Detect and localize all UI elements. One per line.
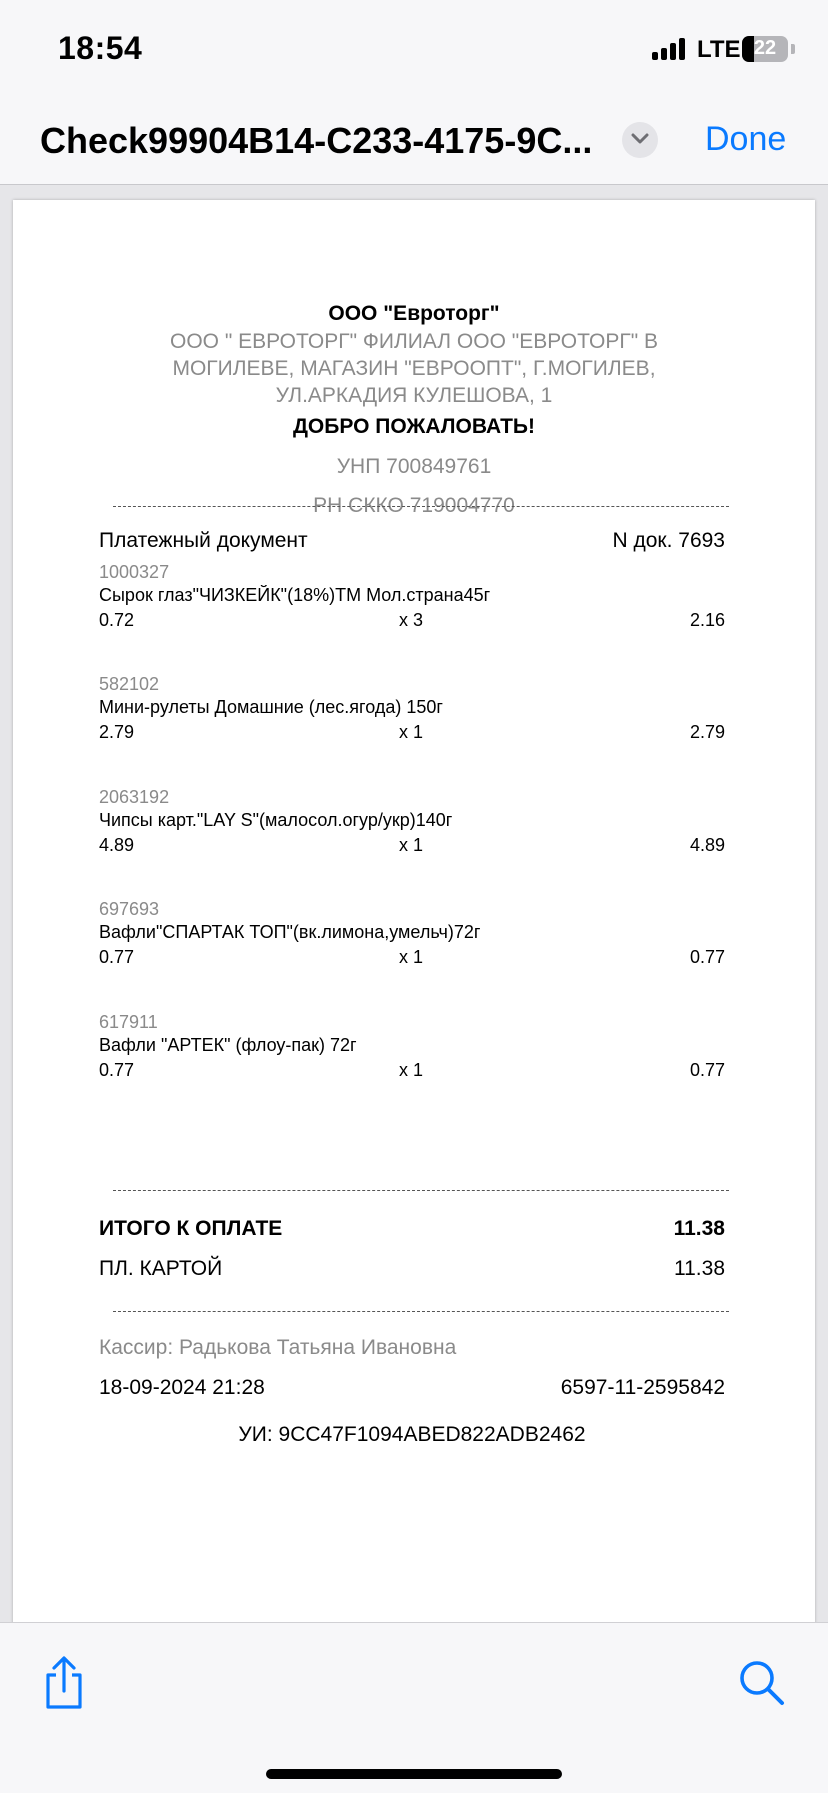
item-price: 0.77 bbox=[99, 947, 135, 967]
receipt-item bbox=[99, 674, 725, 774]
done-button[interactable]: Done bbox=[705, 120, 787, 158]
title-menu-button[interactable] bbox=[622, 122, 658, 158]
item-code: 2063192 bbox=[99, 787, 170, 807]
unique-id: УИ: 9CC47F1094ABED822ADB2462 bbox=[238, 1423, 586, 1446]
card-value: 11.38 bbox=[674, 1257, 725, 1280]
share-icon bbox=[40, 1655, 88, 1711]
search-icon bbox=[738, 1659, 786, 1707]
item-name: Мини-рулеты Домашние (лес.ягода) 150г bbox=[99, 697, 443, 717]
item-name: Вафли"СПАРТАК ТОП"(вк.лимона,умельч)72г bbox=[99, 922, 481, 942]
separator-line bbox=[113, 1190, 729, 1191]
item-sum: 0.77 bbox=[689, 947, 725, 967]
item-name: Вафли "АРТЕК" (флоу-пак) 72г bbox=[99, 1035, 357, 1055]
status-time: 18:54 bbox=[58, 30, 143, 66]
item-code: 582102 bbox=[99, 674, 160, 694]
card-label: ПЛ. КАРТОЙ bbox=[99, 1257, 223, 1280]
receipt-item bbox=[99, 899, 725, 999]
unp-number: УНП 700849761 bbox=[336, 455, 492, 478]
search-button[interactable] bbox=[738, 1659, 786, 1707]
battery-cap bbox=[791, 44, 795, 54]
separator-line bbox=[113, 1311, 729, 1312]
doc-label: Платежный документ bbox=[99, 529, 308, 552]
receipt-page bbox=[13, 200, 815, 1622]
total-value: 11.38 bbox=[673, 1217, 725, 1240]
item-quantity: x 1 bbox=[399, 1060, 424, 1080]
item-name: Сырок глаз"ЧИЗКЕЙК"(18%)ТМ Мол.страна45г bbox=[99, 585, 491, 605]
item-code: 617911 bbox=[99, 1012, 158, 1032]
document-viewer[interactable] bbox=[0, 185, 828, 1622]
network-type: LTE bbox=[697, 36, 741, 63]
company-name: ООО "Евроторг" bbox=[328, 302, 500, 325]
nav-bar bbox=[0, 96, 828, 185]
store-address: ООО " ЕВРОТОРГ" ФИЛИАЛ ООО "ЕВРОТОРГ" В МОГИЛЕВЕ, МАГАЗИН "ЕВРООПТ", Г.МОГИЛЕВ, УЛ.АРКАДИЯ КУЛЕШОВА, 1 bbox=[169, 330, 658, 407]
rn-skko-number: РН СККО 719004770 bbox=[313, 494, 515, 517]
cashier-name: Кассир: Радькова Татьяна Ивановна bbox=[99, 1336, 457, 1359]
receipt-item bbox=[99, 787, 725, 887]
total-label: ИТОГО К ОПЛАТЕ bbox=[99, 1217, 283, 1240]
home-indicator[interactable] bbox=[266, 1769, 562, 1779]
item-name: Чипсы карт."LAY S"(малосол.огур/укр)140г bbox=[99, 810, 453, 830]
item-sum: 0.77 bbox=[689, 1060, 725, 1080]
doc-number: N док. 7693 bbox=[612, 529, 725, 552]
receipt-datetime: 18-09-2024 21:28 bbox=[99, 1376, 265, 1399]
separator-line bbox=[113, 506, 729, 507]
battery-icon bbox=[742, 36, 788, 62]
item-sum: 2.16 bbox=[689, 610, 725, 630]
battery-level: 22 bbox=[753, 37, 777, 59]
item-price: 2.79 bbox=[99, 722, 135, 742]
terminal-number: 6597-11-2595842 bbox=[560, 1376, 725, 1399]
item-quantity: x 1 bbox=[399, 835, 424, 855]
item-code: 1000327 bbox=[99, 562, 170, 582]
document-title[interactable]: Check99904B14-C233-4175-9C... bbox=[40, 120, 593, 161]
receipt-item bbox=[99, 562, 725, 662]
item-quantity: x 1 bbox=[399, 947, 424, 967]
item-price: 4.89 bbox=[99, 835, 135, 855]
receipt-item bbox=[99, 1012, 725, 1112]
item-sum: 2.79 bbox=[689, 722, 725, 742]
item-quantity: x 3 bbox=[399, 610, 424, 630]
share-button[interactable] bbox=[40, 1655, 88, 1711]
bottom-toolbar bbox=[0, 1622, 828, 1793]
welcome-text: ДОБРО ПОЖАЛОВАТЬ! bbox=[292, 415, 536, 438]
signal-icon bbox=[652, 38, 688, 60]
chevron-down-icon bbox=[631, 133, 649, 145]
item-code: 697693 bbox=[99, 899, 160, 919]
ui-row bbox=[99, 1423, 725, 1447]
item-quantity: x 1 bbox=[399, 722, 424, 742]
item-sum: 4.89 bbox=[689, 835, 725, 855]
item-price: 0.77 bbox=[99, 1060, 135, 1080]
status-bar bbox=[0, 0, 828, 96]
item-price: 0.72 bbox=[99, 610, 135, 630]
